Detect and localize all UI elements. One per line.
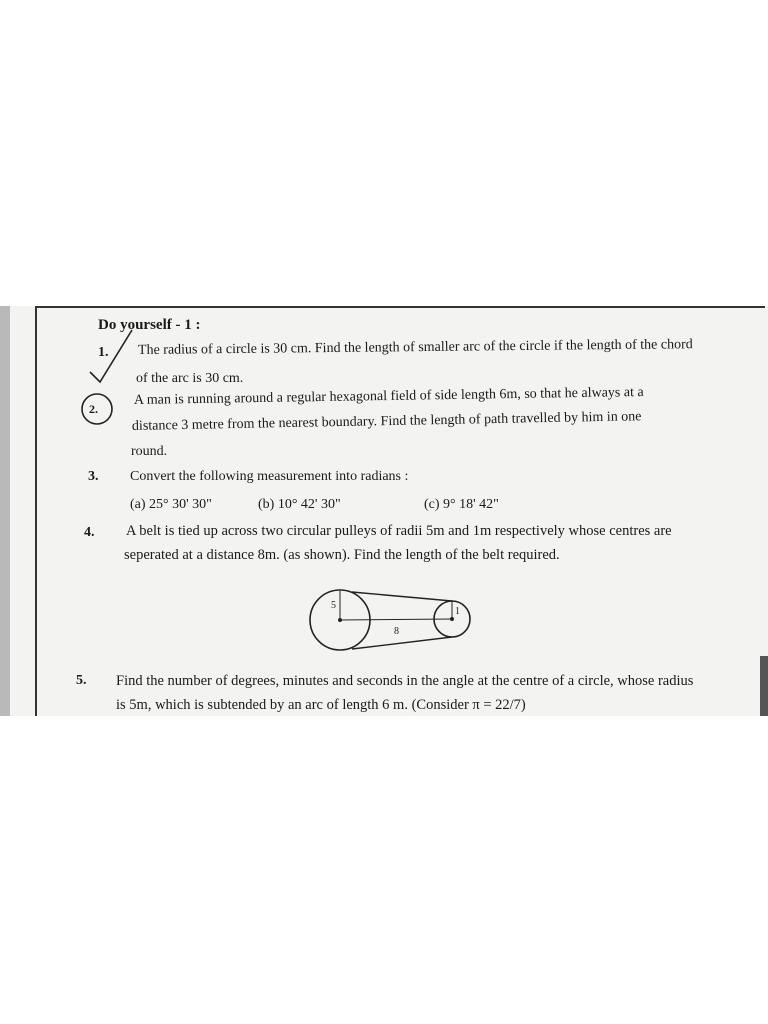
- question-5-line-2: is 5m, which is subtended by an arc of length 6 m. (Consider π = 22/7): [116, 697, 526, 713]
- question-3-option-b: (b) 10° 42' 30": [258, 497, 341, 512]
- question-1-line-2: of the arc is 30 cm.: [136, 371, 244, 386]
- pulley-belt-diagram: [300, 588, 480, 658]
- box-top-border: [35, 306, 765, 308]
- right-page-edge: [760, 656, 768, 716]
- question-2-line-3: round.: [131, 444, 168, 459]
- question-5-line-1: Find the number of degrees, minutes and seconds in the angle at the centre of a circle, whose radius: [116, 673, 694, 689]
- centre-line: [340, 619, 452, 620]
- box-left-border: [35, 306, 37, 716]
- small-radius-label: 1: [455, 606, 460, 617]
- checkmark-icon: [86, 328, 136, 384]
- question-5-number: 5.: [76, 673, 87, 688]
- left-page-edge: [0, 306, 10, 716]
- question-1-number: 1.: [98, 345, 109, 360]
- distance-label: 8: [394, 626, 399, 637]
- question-3-line-1: Convert the following measurement into radians :: [130, 469, 409, 484]
- big-radius-label: 5: [331, 600, 336, 611]
- worksheet-photo: [0, 306, 768, 716]
- belt-bottom: [352, 637, 452, 649]
- question-3-number: 3.: [88, 469, 99, 484]
- question-4-line-1: A belt is tied up across two circular pulleys of radii 5m and 1m respectively whose centres are: [126, 523, 672, 539]
- belt-top: [352, 592, 452, 601]
- question-1-line-1: The radius of a circle is 30 cm. Find the length of smaller arc of the circle if the length of the chord: [137, 337, 693, 358]
- section-heading: Do yourself - 1 :: [98, 317, 201, 333]
- question-2-number: 2.: [89, 402, 98, 416]
- question-3-option-a: (a) 25° 30' 30": [130, 497, 212, 512]
- question-3-option-c: (c) 9° 18' 42": [424, 497, 499, 512]
- question-2-line-1: A man is running around a regular hexagonal field of side length 6m, so that he always at a: [133, 384, 644, 408]
- question-4-number: 4.: [84, 525, 95, 540]
- question-2-line-2: distance 3 metre from the nearest boundary. Find the length of path travelled by him in one: [131, 409, 642, 434]
- question-4-line-2: seperated at a distance 8m. (as shown). Find the length of the belt required.: [124, 547, 560, 563]
